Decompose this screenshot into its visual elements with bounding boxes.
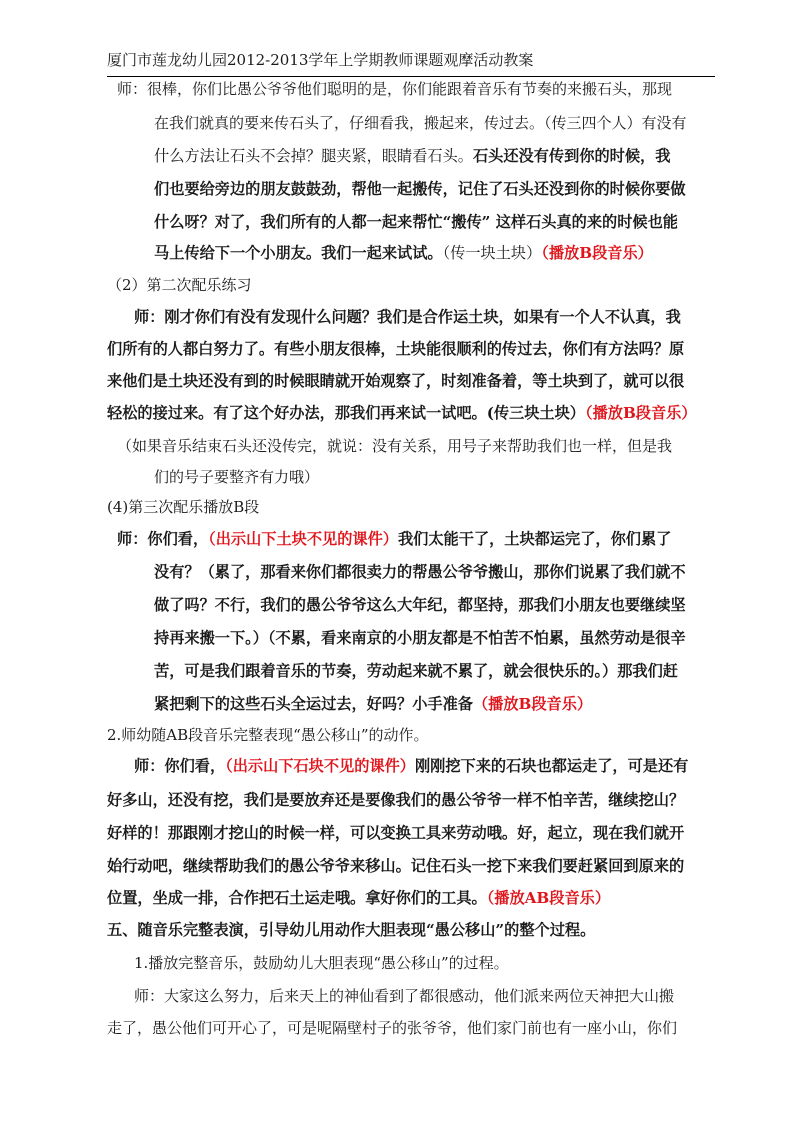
paragraph-line: 师：刚才你们有没有发现什么问题？我们是合作运土块，如果有一个人不认真，我 bbox=[134, 308, 681, 326]
paragraph-line: 们也要给旁边的朋友鼓鼓劲，帮他一起搬传，记住了石头还没到你的时候你要做 bbox=[154, 180, 686, 198]
paragraph-line: 苦，可是我们跟着音乐的节奏，劳动起来就不累了，就会很快乐的。）那我们赶 bbox=[154, 662, 678, 680]
music-cue: （播放AB段音乐） bbox=[486, 889, 611, 907]
section-heading: 五、随音乐完整表演，引导幼儿用动作大胆表现“愚公移山”的整个过程。 bbox=[107, 921, 596, 939]
document-header bbox=[107, 48, 715, 77]
paragraph-line: 位置，坐成一排，合作把石土运走哦。拿好你们的工具。（播放AB段音乐） bbox=[107, 889, 611, 907]
paragraph-line: 师：你们看，（出示山下土块不见的课件）我们太能干了，土块都运完了，你们累了 bbox=[117, 530, 672, 548]
paragraph-line: 好多山，还没有挖，我们是要放弃还是要像我们的愚公爷爷一样不怕辛苦，继续挖山？ bbox=[107, 791, 685, 809]
paragraph-line: 师：你们看，（出示山下石块不见的课件）刚刚挖下来的石块也都运走了，可是还有 bbox=[134, 757, 689, 775]
paragraph-line: 轻松的接过来。有了这个好办法，那我们再来试一试吧。(传三块土块）（播放B段音乐） bbox=[107, 404, 697, 422]
paragraph-line: 持再来搬一下。）（不累，看来南京的小朋友都是不怕苦不怕累，虽然劳动是很辛 bbox=[154, 629, 686, 647]
courseware-cue: （出示山下土块不见的课件） bbox=[208, 530, 398, 548]
music-cue: （播放B段音乐） bbox=[585, 404, 697, 422]
paragraph-line: 好样的！那跟刚才挖山的时候一样，可以变换工具来劳动哦。好，起立，现在我们就开 bbox=[107, 824, 685, 842]
paragraph-line: 们所有的人都白努力了。有些小朋友很棒，土块能很顺利的传过去，你们有方法吗？原 bbox=[107, 340, 685, 358]
section-heading: (4)第三次配乐播放B段 bbox=[107, 498, 260, 516]
music-cue: （播放B段音乐） bbox=[472, 695, 593, 713]
paragraph-line: 紧把剩下的这些石头全运过去，好吗？小手准备（播放B段音乐） bbox=[154, 695, 593, 713]
paragraph-line: 什么方法让石头不会掉？腿夹紧，眼睛看石头。石头还没有传到你的时候，我 bbox=[154, 147, 671, 165]
paragraph-line: 来他们是土块还没有到的时候眼睛就开始观察了，时刻准备着，等土块到了，就可以很 bbox=[107, 372, 685, 390]
paragraph-line: 师：大家这么努力，后来天上的神仙看到了都很感动，他们派来两位天神把大山搬 bbox=[134, 987, 675, 1005]
paragraph-line: 1.播放完整音乐，鼓励幼儿大胆表现“愚公移山”的过程。 bbox=[134, 954, 509, 972]
paragraph-line: 走了，愚公他们可开心了，可是呢隔壁村子的张爷爷，他们家门前也有一座小山，你们 bbox=[107, 1019, 678, 1037]
section-heading: 2.师幼随AB段音乐完整表现“愚公移山”的动作。 bbox=[107, 726, 429, 744]
paragraph-line: 师：很棒，你们比愚公爷爷他们聪明的是，你们能跟着音乐有节奏的来搬石头，那现 bbox=[117, 80, 673, 98]
paragraph-line: 没有？（累了，那看来你们都很卖力的帮愚公爷爷搬山，那你们说累了我们就不 bbox=[154, 563, 686, 581]
paragraph-line: 什么呀？对了，我们所有的人都一起来帮忙“搬传” 这样石头真的来的时候也能 bbox=[154, 213, 678, 231]
paragraph-line: 在我们就真的要来传石头了，仔细看我，搬起来，传过去。（传三四个人）有没有 bbox=[154, 114, 687, 132]
music-cue: （播放B段音乐） bbox=[541, 244, 653, 262]
paragraph-line: 始行动吧，继续帮助我们的愚公爷爷来移山。记住石头一挖下来我们要赶紧回到原来的 bbox=[107, 857, 685, 875]
paragraph-line: 马上传给下一个小朋友。我们一起来试试。（传一块土块）（播放B段音乐） bbox=[154, 244, 653, 262]
courseware-cue: （出示山下石块不见的课件） bbox=[225, 757, 415, 775]
paragraph-line: 们的号子要整齐有力哦） bbox=[154, 468, 320, 486]
paragraph-line: 做了吗？不行，我们的愚公爷爷这么大年纪，都坚持，那我们小朋友也要继续坚 bbox=[154, 596, 686, 614]
paragraph-line: （如果音乐结束石头还没传完，就说：没有关系，用号子来帮助我们也一样，但是我 bbox=[117, 437, 673, 455]
header-title: 厦门市莲龙幼儿园2012-2013学年上学期教师课题观摩活动教案 bbox=[107, 51, 534, 69]
section-heading: （2）第二次配乐练习 bbox=[107, 276, 252, 294]
